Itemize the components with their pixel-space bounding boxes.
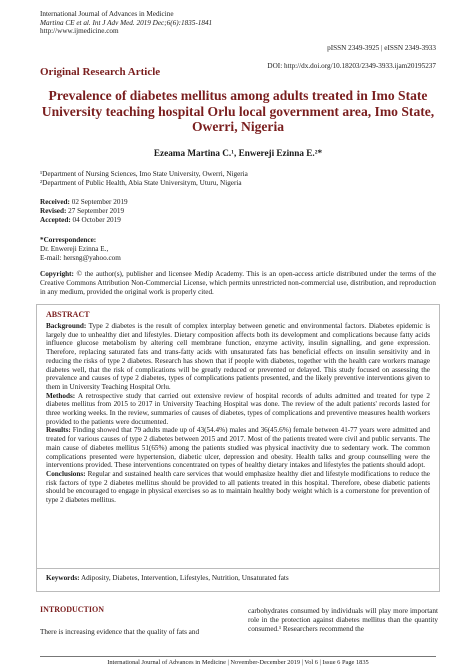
introduction-right: carbohydrates consumed by individuals will play more important role in the protection against diabetes mellitus than the quantity consumed.¹ Researchers recommend the	[248, 607, 438, 633]
abstract-heading: ABSTRACT	[46, 310, 90, 319]
affiliation-2: ²Department of Public Health, Abia State Universitym, Uturu, Nigeria	[40, 179, 242, 187]
journal-url[interactable]: http://www.ijmedicine.com	[40, 27, 119, 36]
accepted-date: Accepted: 04 October 2019	[40, 216, 121, 224]
correspondence-name: Dr. Enwereji Ezinna E.,	[40, 245, 109, 253]
affiliations	[40, 170, 248, 188]
abstract-divider	[36, 568, 440, 569]
received-date: Received: 02 September 2019	[40, 198, 128, 206]
abstract-results: Results: Finding showed that 79 adults made up of 43(54.4%) males and 36(45.6%) female between 41-77 years were admitted and treated for various causes of type 2 diabetes between 2015 and 2017. Most of the patients treated were civil and public servants. The main cause of diabetes mellitus 51(65%) among the patients studied was physical inactivity due to sedentary work. The common complications presented were hypertension, diabetic ulcer, depression and obesity. Health talks and group counselling were the interventions provided. These interventions concentrated on types of healthy dietary intakes and lifestyles the patients should adopt.	[46, 426, 431, 470]
copyright-notice: Copyright: © the author(s), publisher and licensee Medip Academy. This is an open-access article distributed under the terms of the Creative Commons Attribution Non-Commercial License, which permits unrestricted non-commercial use, distribution, and reproduction in any medium, provided the original work is properly cited.	[40, 270, 437, 296]
issn: pISSN 2349-3925 | eISSN 2349-3933	[327, 44, 436, 52]
footer-rule	[40, 656, 436, 657]
correspondence	[40, 236, 121, 263]
keywords: Keywords: Adiposity, Diabetes, Intervention, Lifestyles, Nutrition, Unsaturated fats	[46, 574, 289, 582]
journal-header	[40, 10, 212, 36]
abstract-conclusions: Conclusions: Regular and sustained health care services that would emphasize healthy diet and lifestyle modifications to reduce the risk factors of type 2 diabetes mellitus should be provided to all patients treated in this hospital. Therefore, obese diabetic patients should be encouraged to engage in physical exercises so as to maintain healthy body weight which is a cornerstone for prevention of type 2 diabetes mellitus.	[46, 469, 431, 505]
introduction-left: There is increasing evidence that the quality of fats and	[40, 628, 200, 636]
journal-name: International Journal of Advances in Medicine	[40, 10, 174, 18]
article-type: Original Research Article	[40, 66, 161, 78]
correspondence-label: *Correspondence:	[40, 236, 97, 244]
affiliation-1: ¹Department of Nursing Sciences, Imo State University, Owerri, Nigeria	[40, 170, 248, 178]
article-dates	[40, 198, 128, 225]
page-footer: International Journal of Advances in Medicine | November-December 2019 | Vol 6 | Issue 6 Page 1835	[107, 659, 369, 666]
abstract-background: Background: Type 2 diabetes is the result of complex interplay between genetic and environmental factors. Diabetes epidemic is largely due to unhealthy diet and lifestyles. Dietary composition affects both its development and complications because fatty acids influence glucose metabolism by altering cell membrane function, enzyme activity, insulin signalling, and gene expression. Therefore, replacing saturated fats and trans-fatty acids with unsaturated fats has beneficial effects on insulin sensitivity and in reducing the risks of type 2 diabetes. Research has shown that if people with diabetes, together with the health care workers manage diabetes well, that the risk of complications will be greatly reduced or prevented or delayed. This study focused on assessing the prevalence and causes of type 2 diabetes, types of complications patients presented, and the likely preventive interventions given to them in University Teaching Hospital Orlu.	[46, 322, 430, 391]
abstract-methods: Methods: A retrospective study that carried out extensive review of hospital records of adults admitted and treated for type 2 diabetes mellitus from 2015 to 2017 in University Teaching Hospital was done. The review of the adult patients' records lasted for three working weeks. In the review, summaries of causes of diabetes, types of complications and preventive measures health workers provided to the patients were documented.	[46, 391, 431, 426]
revised-date: Revised: 27 September 2019	[40, 207, 125, 215]
abstract-body	[46, 322, 430, 505]
journal-citation: Martina CE et al. Int J Adv Med. 2019 Dec;6(6):1835-1841	[40, 18, 213, 27]
article-title: Prevalence of diabetes mellitus among adults treated in Imo State University teaching hospital Orlu local government area, Imo State, Owerri, Nigeria	[41, 88, 435, 135]
doi[interactable]: DOI: http://dx.doi.org/10.18203/2349-3933.ijam20195237	[267, 62, 436, 70]
introduction-heading: INTRODUCTION	[40, 605, 105, 614]
correspondence-email[interactable]: E-mail: hersng@yahoo.com	[40, 254, 121, 262]
authors: Ezeama Martina C.¹, Enwereji Ezinna E.²*	[153, 148, 323, 158]
